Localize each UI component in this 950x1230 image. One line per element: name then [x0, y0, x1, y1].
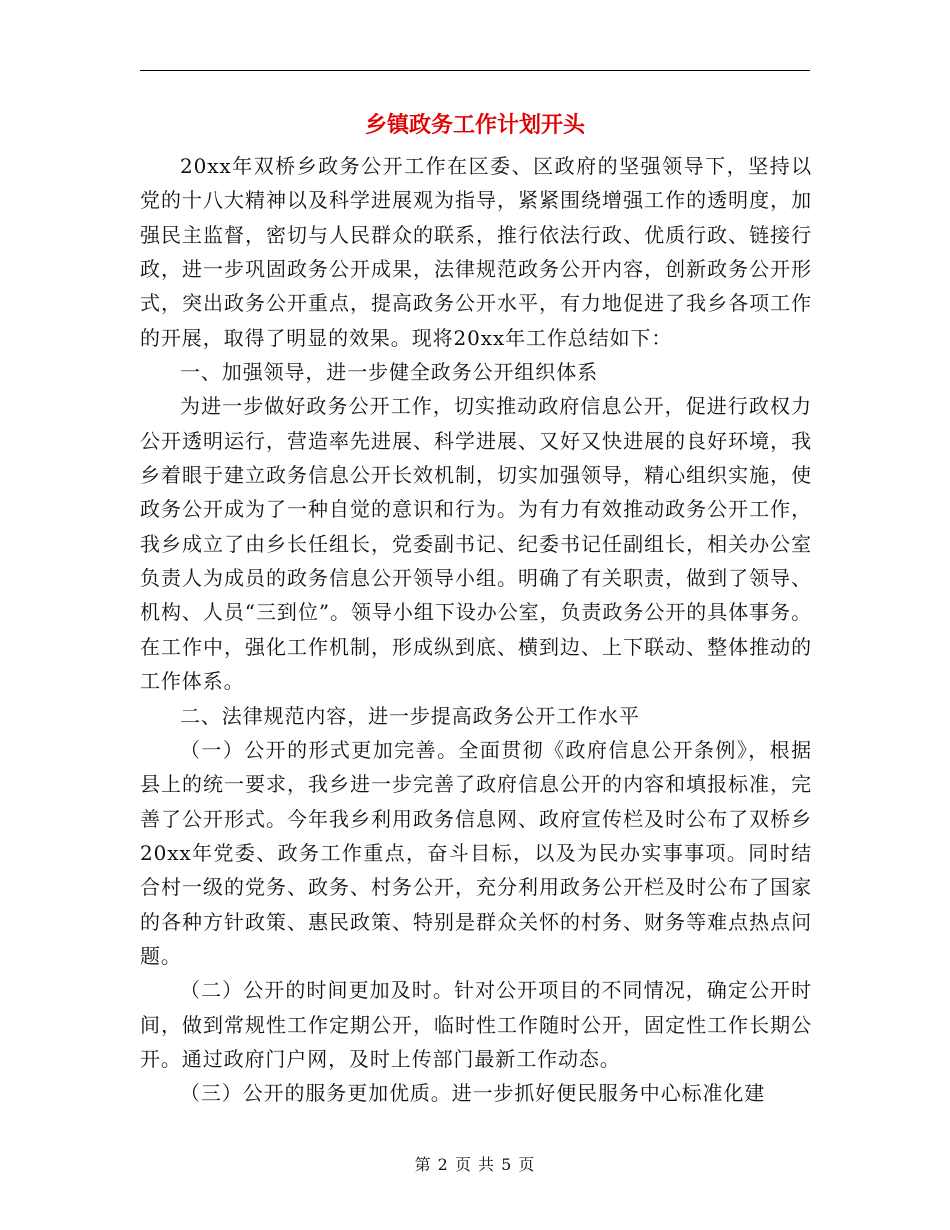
header-rule	[140, 70, 810, 71]
document-body	[140, 149, 812, 1111]
section-heading-1: 一、加强领导，进一步健全政务公开组织体系	[180, 360, 598, 385]
paragraph-intro: 20xx年双桥乡政务公开工作在区委、区政府的坚强领导下，坚持以党的十八大精神以及科学进展观为指导，紧紧围绕增强工作的透明度，加强民主监督，密切与人民群众的联系，推行依法行政、优质行政、链接行政，进一步巩固政务公开成果，法律规范政务公开内容，创新政务公开形式，突出政务公开重点，提高政务公开水平，有力地促进了我乡各项工作的开展，取得了明显的效果。现将20xx年工作总结如下：	[140, 154, 812, 350]
document-title: 乡镇政务工作计划开头	[364, 112, 585, 138]
page-number: 第 2 页 共 5 页	[414, 1155, 536, 1174]
paragraph-subsection-3: （三）公开的服务更加优质。进一步抓好便民服务中心标准化建	[180, 1081, 766, 1106]
paragraph-section-1: 为进一步做好政务公开工作，切实推动政府信息公开，促进行政权力公开透明运行，营造率先进展、科学进展、又好又快进展的良好环境，我乡着眼于建立政务信息公开长效机制，切实加强领导，精心组织实施，使政务公开成为了一种自觉的意识和行为。为有力有效推动政务公开工作，我乡成立了由乡长任组长，党委副书记、纪委书记任副组长，相关办公室负责人为成员的政务信息公开领导小组。明确了有关职责，做到了领导、机构、人员“三到位”。领导小组下设办公室，负责政务公开的具体事务。在工作中，强化工作机制，形成纵到底、横到边、上下联动、整体推动的工作体系。	[140, 394, 812, 694]
paragraph-subsection-1: （一）公开的形式更加完善。全面贯彻《政府信息公开条例》，根据县上的统一要求，我乡进一步完善了政府信息公开的内容和填报标准，完善了公开形式。今年我乡利用政务信息网、政府宣传栏及时公布了双桥乡20xx年党委、政务工作重点，奋斗目标，以及为民办实事事项。同时结合村一级的党务、政务、村务公开，充分利用政务公开栏及时公布了国家的各种方针政策、惠民政策、特别是群众关怀的村务、财务等难点热点问题。	[140, 737, 812, 968]
paragraph-subsection-2: （二）公开的时间更加及时。针对公开项目的不同情况，确定公开时间，做到常规性工作定期公开，临时性工作随时公开，固定性工作长期公开。通过政府门户网，及时上传部门最新工作动态。	[140, 978, 812, 1071]
section-heading-2: 二、法律规范内容，进一步提高政务公开工作水平	[180, 703, 640, 728]
